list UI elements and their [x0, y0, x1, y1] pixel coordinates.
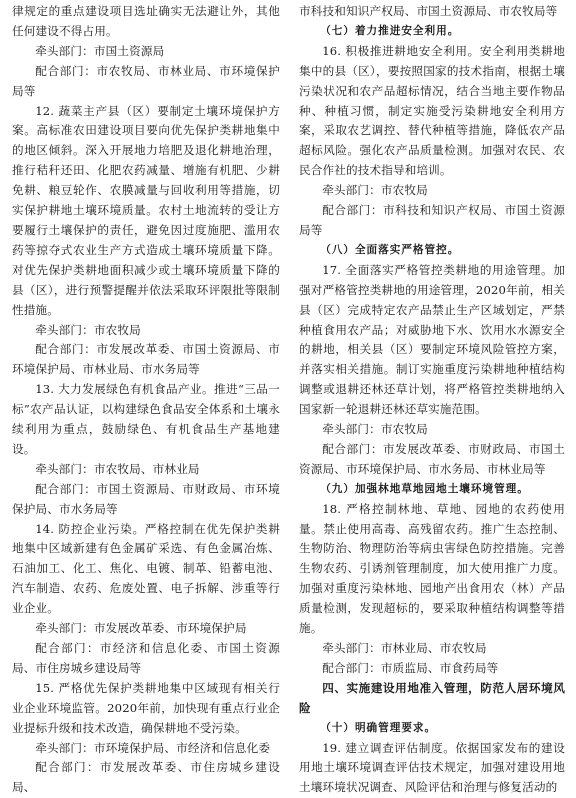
paragraph: 牵头部门：市农牧局 — [322, 422, 428, 437]
paragraph: 牵头部门：市农牧局、市林业局 — [35, 461, 200, 476]
paragraph: 配合部门：市发展改革委、市住房城乡建设局、 — [12, 760, 280, 795]
paragraph: 17. 全面落实严格管控类耕地的用途管理。加强对严格管控类耕地的用途管理，2020年前，相关县（区）完成特定农产品禁止生产区域划定，严禁种植食用农产品；对威胁地下水、饮用水水源安全的耕地，相关县（区）要制定环境风险管控方案，并落实相关措施。制订实施重度污染耕地种植结构调整或退耕还林还草计划，将严格管控类耕地纳入国家新一轮退耕还林还草实施范围。 — [299, 262, 565, 417]
paragraph: 14. 防控企业污染。严格控制在优先保护类耕地集中区域新建有色金属矿采选、有色金属冶炼、石油加工、化工、焦化、电镀、制革、铅蓄电池、汽车制造、农药、危废处置、电子拆解、涉重等行业企业。 — [12, 521, 280, 616]
paragraph: 配合部门：市发展改革委、市财政局、市国土资源局、市环境保护局、市水务局、市林业局等 — [299, 441, 565, 476]
paragraph: 配合部门：市科技和知识产权局、市国土资源局等 — [299, 203, 565, 237]
paragraph: 15. 严格优先保护类耕地集中区域现有相关行业企业环境监管。2020年前，加快现有重点行业企业提标升级和技术改造，确保耕地不受污染。 — [12, 680, 280, 735]
paragraph: （十）明确管理要求。 — [320, 721, 437, 734]
paragraph: 18. 严格控制林地、草地、园地的农药使用量。禁止使用高毒、高残留农药。推广生态控制、生物防治、物理防治等病虫害绿色防控措施。完善生物农药、引诱剂管理制度，加大使用推广力度。加强对重度污染林地、园地产出食用农（林）产品质量检测，发现超标的，要采取种植结构调整等措施。 — [299, 501, 565, 636]
paragraph: 牵头部门：市环境保护局、市经济和信息化委 — [35, 740, 271, 755]
paragraph: 19. 建立调查评估制度。依据国家发布的建设用地土壤环境调查评估技术规定，加强对建设用地土壤环境状况调查、风险评估和治理与修复活动的 — [299, 740, 565, 795]
left-column — [12, 2, 280, 798]
paragraph: 配合部门：市国土资源局、市财政局、市环境保护局、市水务局等 — [12, 481, 280, 516]
right-column — [299, 2, 565, 798]
paragraph: （九）加强林地草地园地土壤环境管理。 — [320, 482, 529, 495]
paragraph: 配合部门：市经济和信息化委、市国土资源局、市住房城乡建设局等 — [12, 641, 280, 675]
paragraph: 律规定的重点建设项目选址确实无法避让外，其他任何建设不得占用。 — [12, 4, 280, 38]
paragraph: 牵头部门：市国土资源局 — [35, 43, 165, 58]
paragraph: 牵头部门：市农牧局 — [322, 183, 428, 198]
paragraph: 13. 大力发展绿色有机食品产业。推进“三品一标”农产品认证，以构建绿色食品安全体系和土壤永续利用为重点，鼓励绿色、有机食品生产基地建设。 — [12, 382, 280, 456]
paragraph: 16. 积极推进耕地安全利用。安全利用类耕地集中的县（区），要按照国家的技术指南，根据土壤污染状况和农产品超标情况，结合当地主要作物品种、种植习惯，制定实施受污染耕地安全利用方案，采取农艺调控、替代种植等措施，降低农产品超标风险。强化农产品质量检测。加强对农民、农民合作社的技术指导和培训。 — [299, 43, 565, 178]
paragraph: 市科技和知识产权局、市国土资源局、市农牧局等 — [299, 4, 558, 18]
paragraph: 配合部门：市质监局、市食药局等 — [322, 660, 499, 675]
paragraph: 配合部门：市发展改革委、市国土资源局、市环境保护局、市林业局、市水务局等 — [12, 342, 280, 377]
paragraph: 配合部门：市农牧局、市林业局、市环境保护局等 — [12, 63, 280, 98]
paragraph: （七）着力推进安全利用。 — [320, 24, 460, 37]
paragraph: （八）全面落实严格管控。 — [320, 243, 460, 256]
paragraph: 牵头部门：市发展改革委、市环境保护局 — [35, 621, 247, 636]
paragraph: 四、实施建设用地准入管理，防范人居环境风险 — [299, 680, 565, 715]
paragraph: 12. 蔬菜主产县（区）要制定土壤环境保护方案。高标准农田建设项目要向优先保护类耕地集中的地区倾斜。深入开展地力培肥及退化耕地治理，推行秸秆还田、化肥农药减量、增施有机肥、少耕免耕、粮豆轮作、农膜减量与回收利用等措施，切实保护耕地土壤环境质量。农村土地流转的受让方要履行土壤保护的责任，避免因过度施肥、滥用农药等掠夺式农业生产方式造成土壤环境质量下降。对优先保护类耕地面积减少或土壤环境质量下降的县（区），进行预警提醒并依法采取环评限批等限制性措施。 — [12, 103, 280, 317]
paragraph: 牵头部门：市农牧局 — [35, 322, 141, 337]
paragraph: 牵头部门：市林业局、市农牧局 — [322, 641, 487, 655]
